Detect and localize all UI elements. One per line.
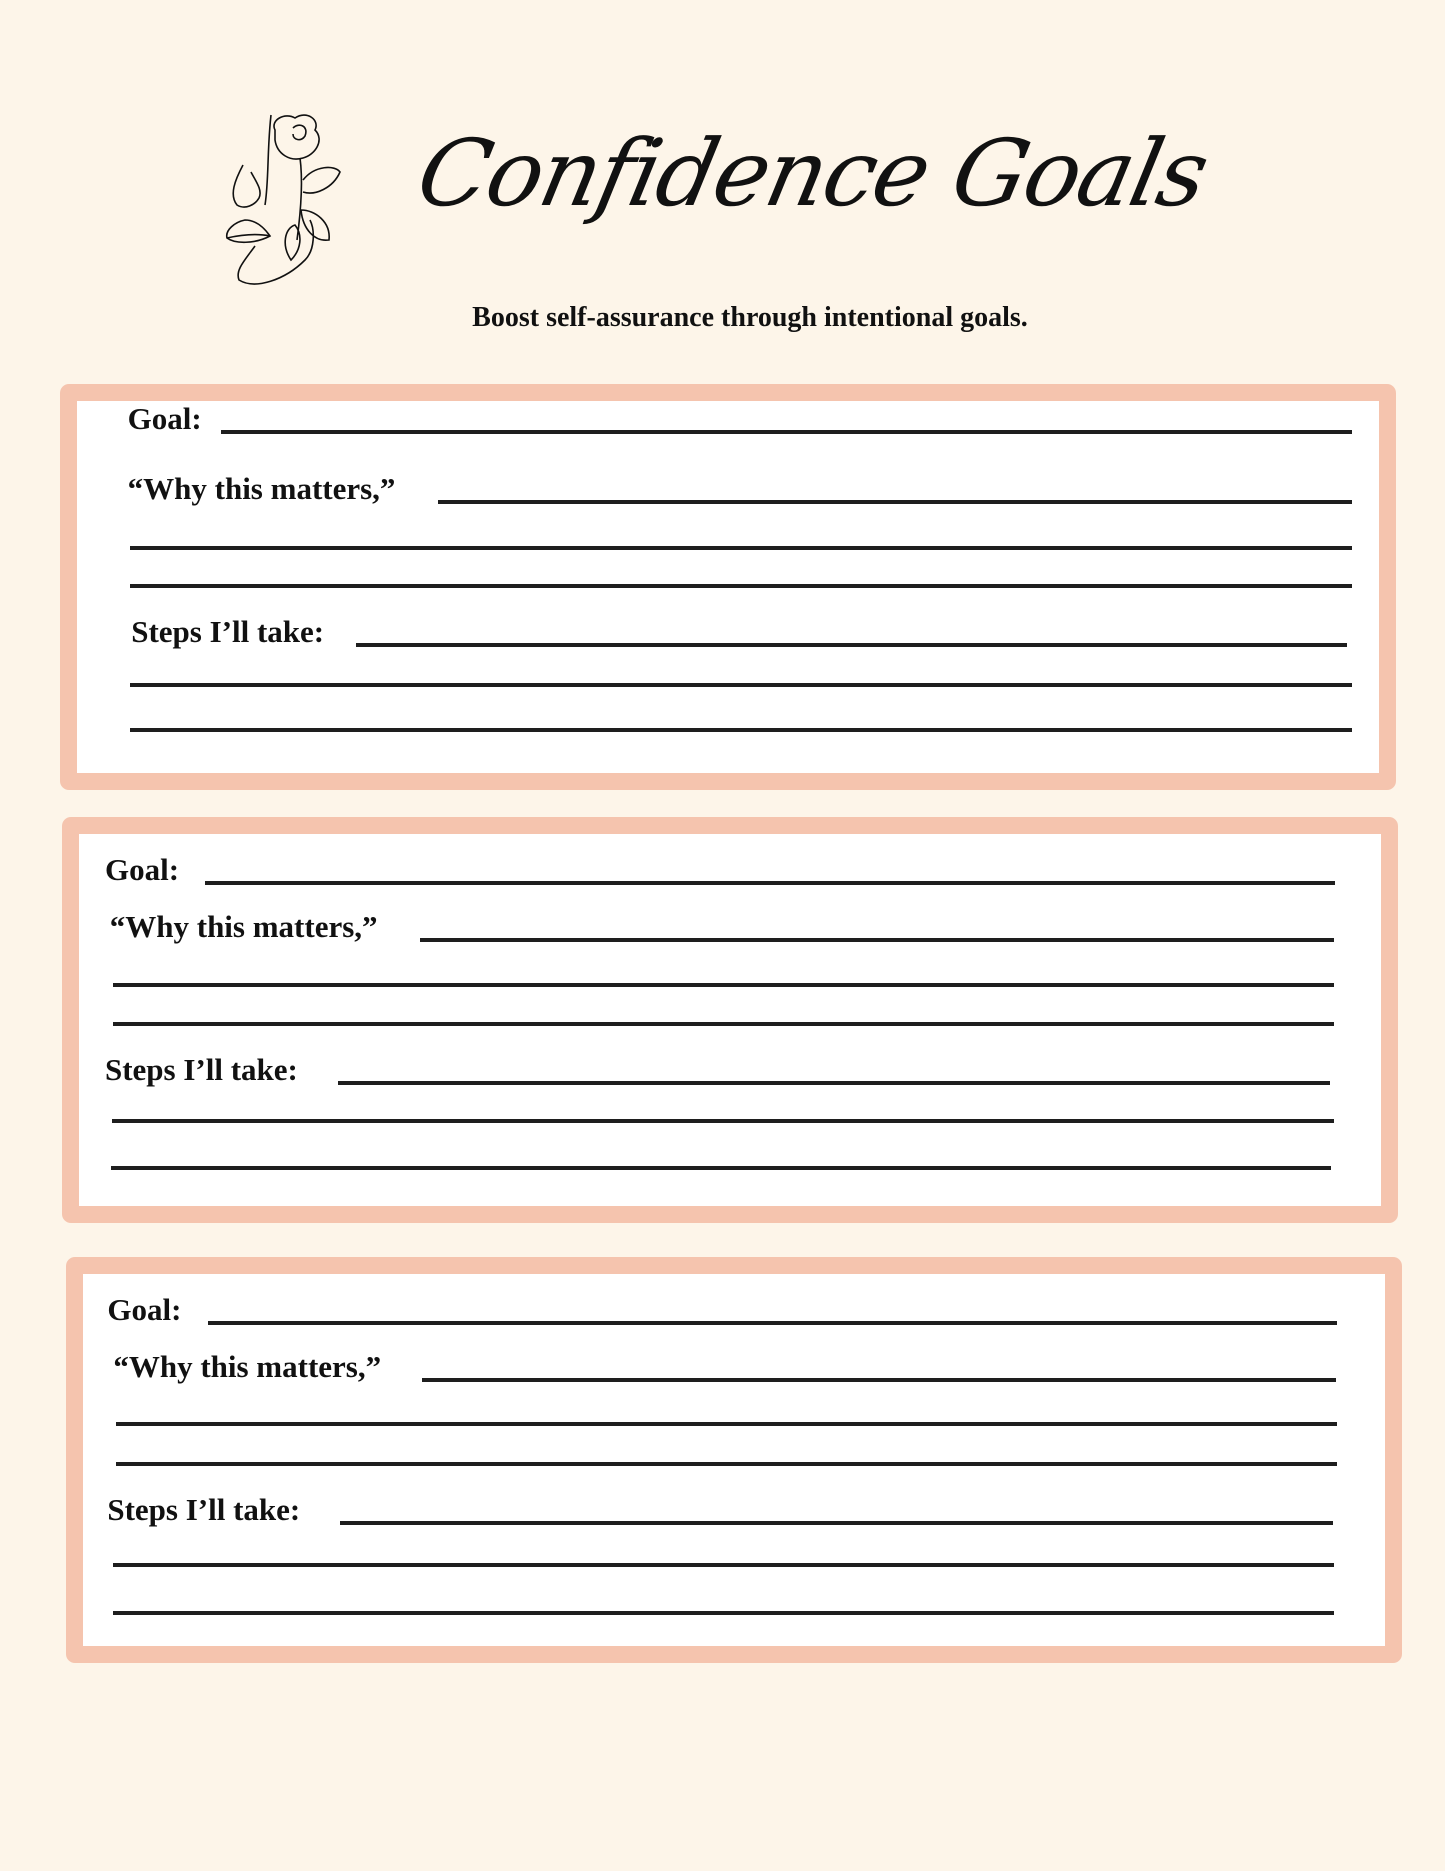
write-line[interactable] xyxy=(113,983,1333,987)
write-line[interactable] xyxy=(113,1611,1333,1615)
write-line[interactable] xyxy=(113,1563,1333,1567)
goal-box-3 xyxy=(66,1257,1402,1663)
why-write-line[interactable] xyxy=(438,500,1352,504)
steps-write-line[interactable] xyxy=(356,643,1347,647)
why-label: “Why this matters,” xyxy=(127,471,396,507)
goal-box-1 xyxy=(60,384,1396,790)
steps-label: Steps I’ll take: xyxy=(107,1492,301,1528)
face-rose-line-art-icon xyxy=(215,110,415,310)
write-line[interactable] xyxy=(116,1422,1338,1426)
write-line[interactable] xyxy=(116,1462,1338,1466)
goal-label: Goal: xyxy=(104,851,180,887)
steps-write-line[interactable] xyxy=(340,1521,1333,1525)
why-write-line[interactable] xyxy=(420,938,1334,942)
goal-label: Goal: xyxy=(107,1292,182,1328)
goal-box-2 xyxy=(62,817,1398,1223)
goal-write-line[interactable] xyxy=(205,881,1335,885)
steps-label: Steps I’ll take: xyxy=(104,1052,298,1088)
page-title: Confidence Goals xyxy=(408,120,1217,227)
write-line[interactable] xyxy=(130,728,1352,732)
steps-label: Steps I’ll take: xyxy=(131,614,325,650)
why-label: “Why this matters,” xyxy=(109,909,378,945)
write-line[interactable] xyxy=(113,1022,1333,1026)
why-write-line[interactable] xyxy=(422,1378,1336,1382)
steps-write-line[interactable] xyxy=(338,1081,1331,1085)
write-line[interactable] xyxy=(111,1166,1331,1170)
goal-write-line[interactable] xyxy=(208,1321,1338,1325)
why-label: “Why this matters,” xyxy=(113,1349,382,1385)
goal-write-line[interactable] xyxy=(221,430,1352,434)
write-line[interactable] xyxy=(130,546,1352,550)
write-line[interactable] xyxy=(130,683,1352,687)
goal-label: Goal: xyxy=(127,400,202,436)
write-line[interactable] xyxy=(112,1119,1334,1123)
write-line[interactable] xyxy=(130,584,1352,588)
page-subtitle: Boost self-assurance through intentional goals. xyxy=(472,302,1028,333)
